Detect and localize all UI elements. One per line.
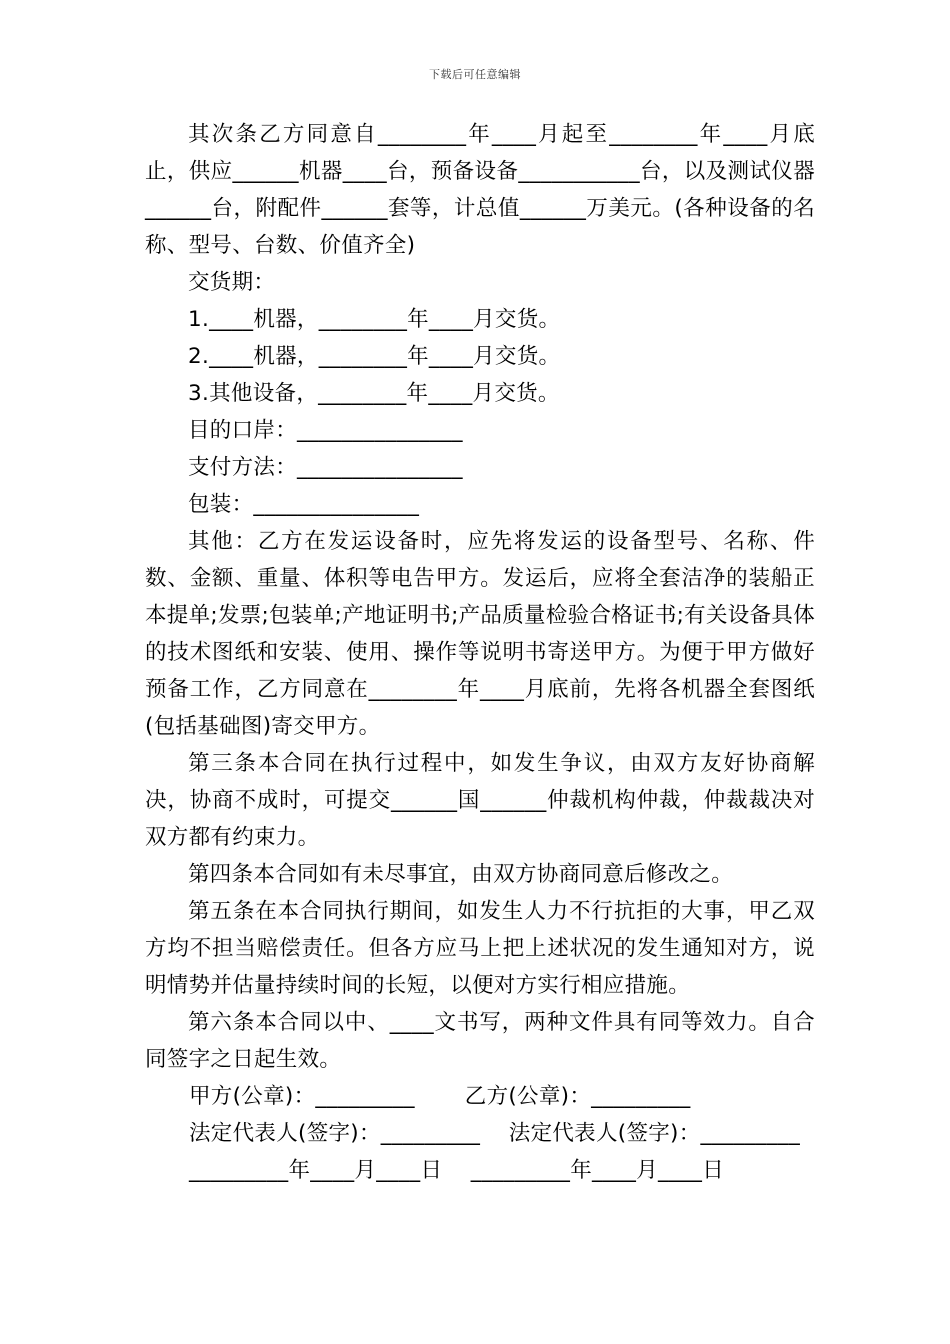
- destination-port: 目的口岸：_______________: [188, 418, 463, 443]
- packaging: 包装：_______________: [188, 492, 420, 517]
- clause-2-paragraph: 其次条乙方同意自________年____月起至________年____月底止，供应______机器____台，预备设备___________台，以及测试仪器______台，附配件______套等，计总值______万美元。(各种设备的名称、型号、台数、价值齐全): [145, 122, 815, 258]
- delivery-period-label: 交货期：: [188, 270, 276, 295]
- payment-method: 支付方法：_______________: [188, 455, 463, 480]
- delivery-item-3: 3.其他设备，________年____月交货。: [188, 381, 560, 406]
- clause-6-paragraph: 第六条本合同以中、____文书写，两种文件具有同等效力。自合同签字之日起生效。: [145, 1010, 815, 1072]
- document-body: [145, 116, 815, 1189]
- party-seal-line: 甲方(公章)：_________ 乙方(公章)：_________: [189, 1084, 691, 1109]
- delivery-item-1: 1.____机器，________年____月交货。: [188, 307, 561, 332]
- legal-representative-line: 法定代表人(签字)：_________ 法定代表人(签字)：_________: [189, 1121, 800, 1146]
- other-terms-paragraph: 其他：乙方在发运设备时，应先将发运的设备型号、名称、件数、金额、重量、体积等电告甲方。发运后，应将全套洁净的装船正本提单;发票;包装单;产地证明书;产品质量检验合格证书;有关设备具体的技术图纸和安装、使用、操作等说明书寄送甲方。为便于甲方做好预备工作，乙方同意在________年____月底前，先将各机器全套图纸(包括基础图)寄交甲方。: [145, 529, 815, 739]
- signature-date-line: _________年____月____日 _________年____月____日: [189, 1158, 725, 1183]
- clause-5-paragraph: 第五条在本合同执行期间，如发生人力不行抗拒的大事，甲乙双方均不担当赔偿责任。但各方应马上把上述状况的发生通知对方，说明情势并估量持续时间的长短，以便对方实行相应措施。: [145, 899, 815, 998]
- clause-3-paragraph: 第三条本合同在执行过程中，如发生争议，由双方友好协商解决，协商不成时，可提交______国______仲裁机构仲裁，仲裁裁决对双方都有约束力。: [145, 751, 815, 850]
- delivery-item-2: 2.____机器，________年____月交货。: [188, 344, 561, 369]
- page-header: 下载后可任意编辑: [429, 68, 521, 81]
- clause-4-paragraph: 第四条本合同如有未尽事宜，由双方协商同意后修改之。: [188, 862, 734, 887]
